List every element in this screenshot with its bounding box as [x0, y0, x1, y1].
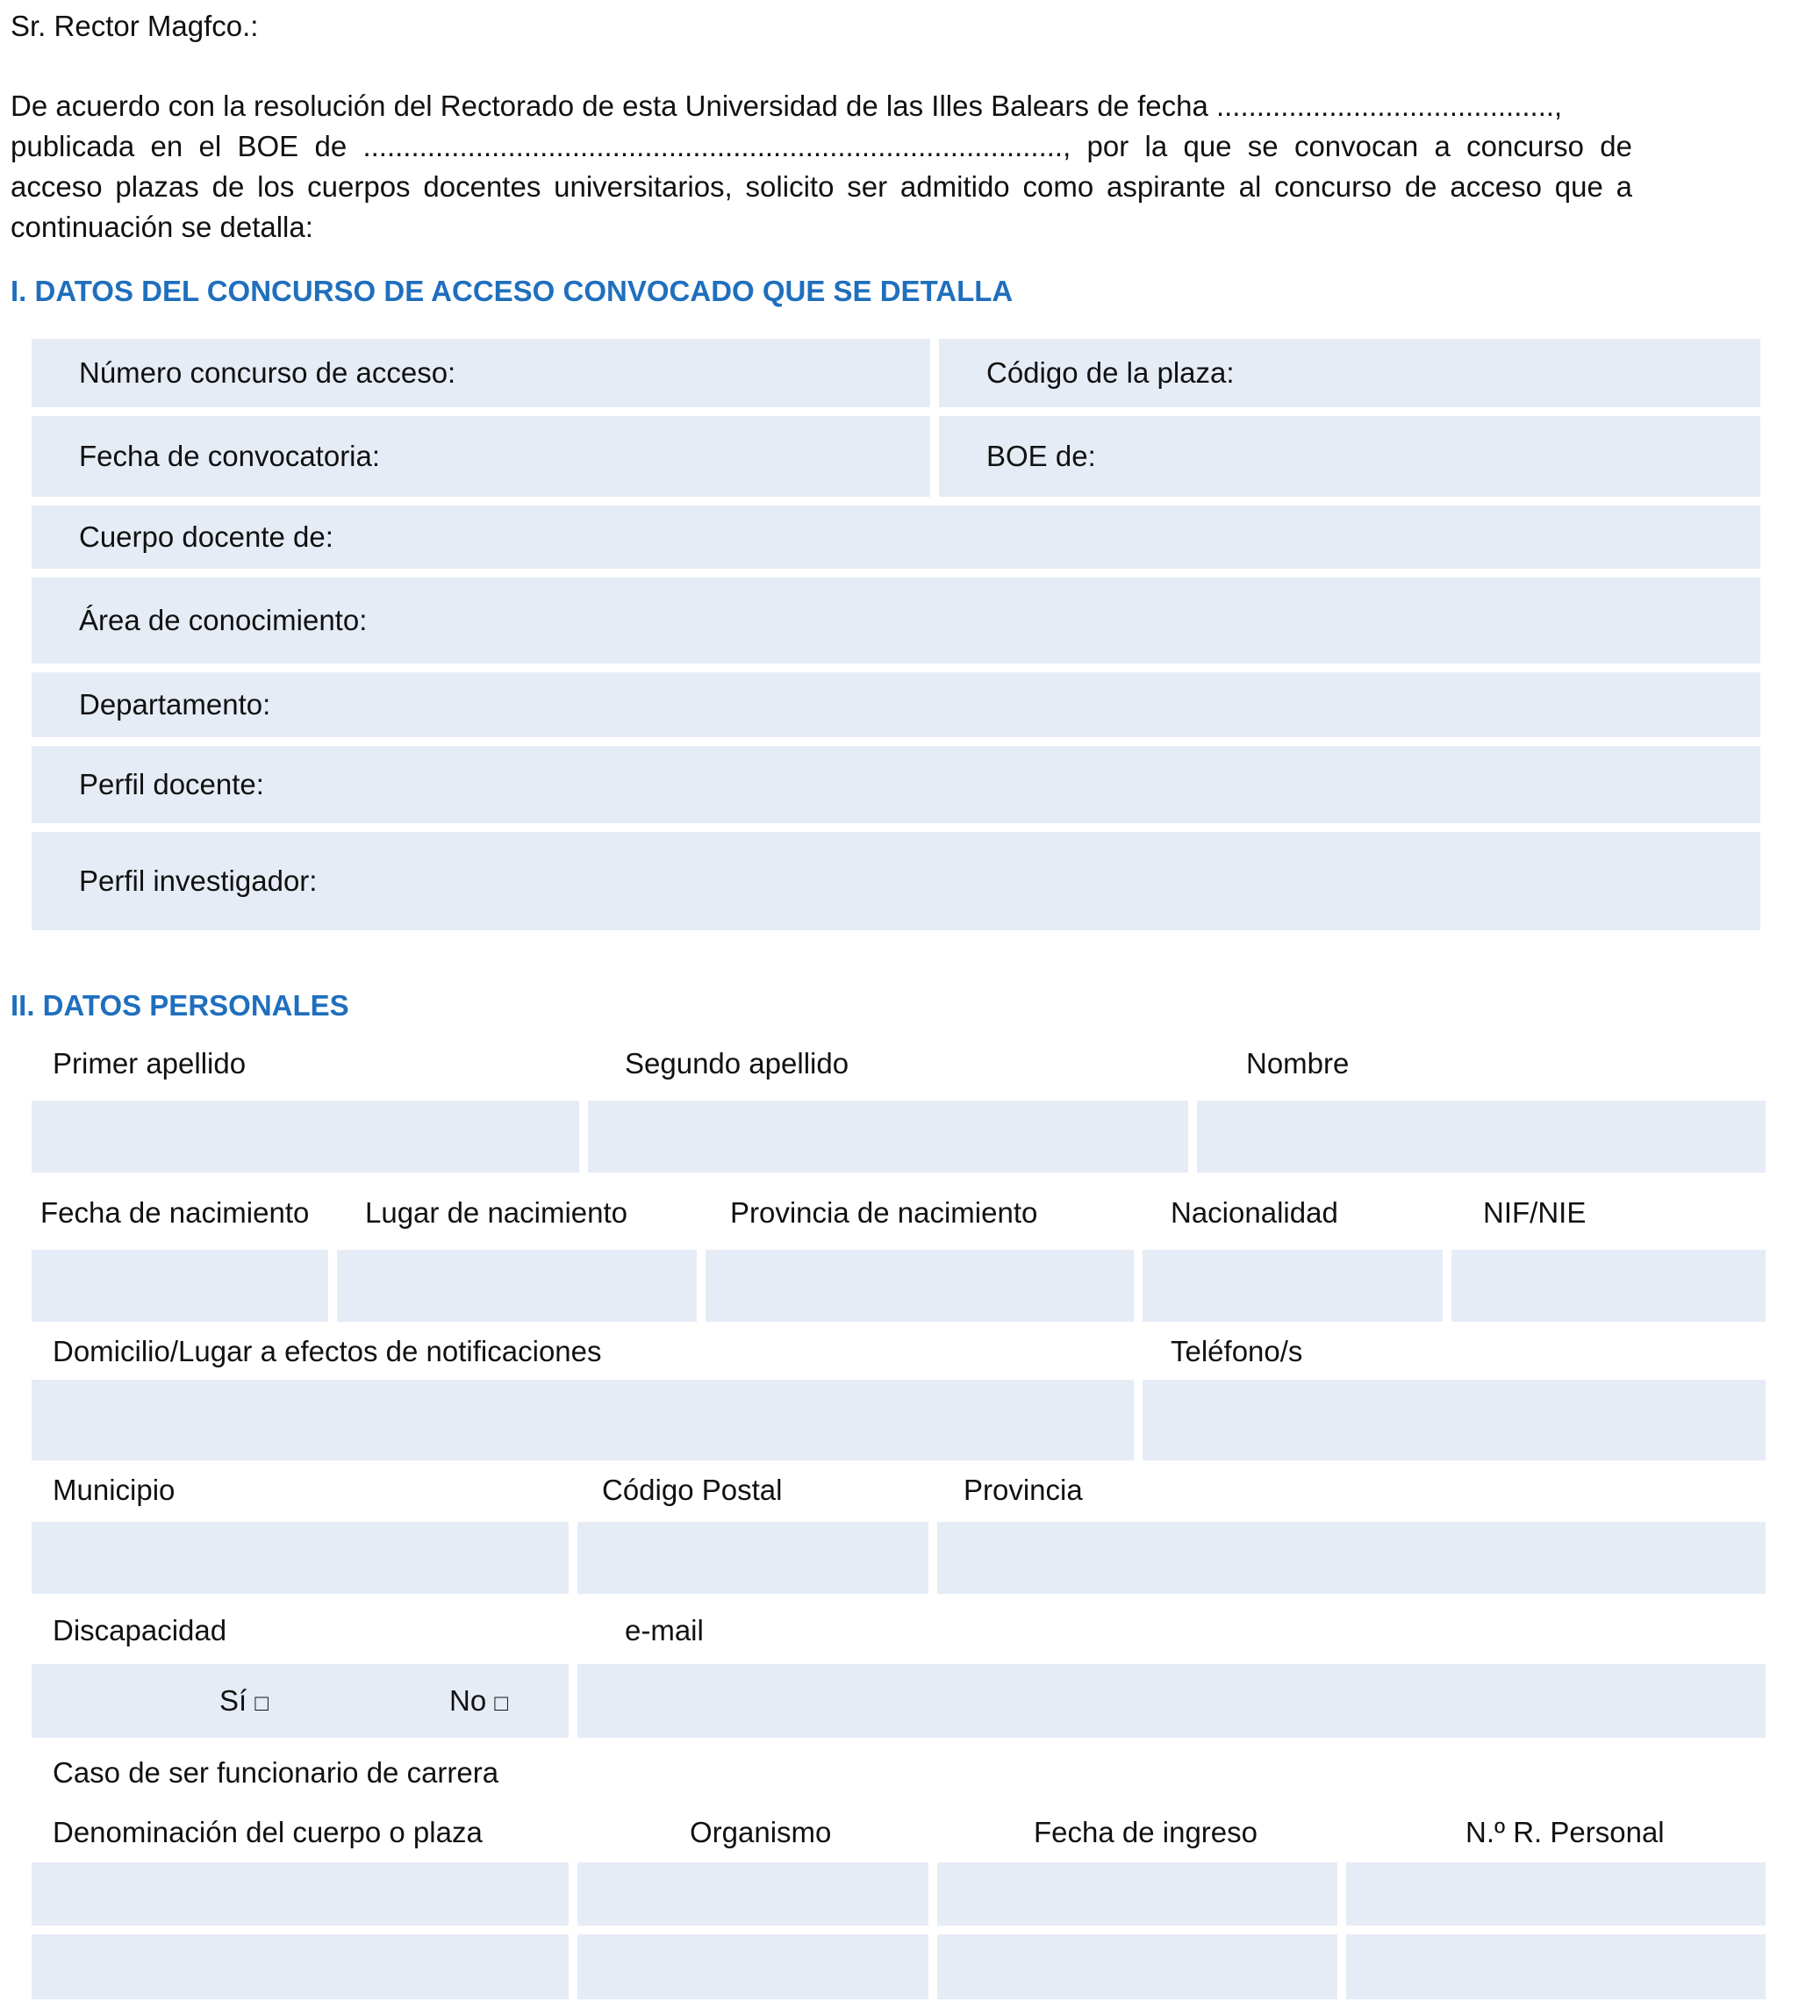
intro-line-3-text: acceso plazas de los cuerpos docentes universitarios, solicito ser admitido como aspirante al concurso de acceso que a: [11, 170, 1632, 203]
si-checkbox-icon[interactable]: □: [254, 1690, 269, 1716]
boe-field[interactable]: [939, 416, 1760, 497]
intro-line-4: continuación se detalla:: [11, 211, 313, 243]
domicilio-label: Domicilio/Lugar a efectos de notificaciones: [53, 1335, 602, 1367]
organismo-label: Organismo: [690, 1816, 832, 1848]
municipio-input[interactable]: [32, 1522, 569, 1594]
cuerpo-docente-label: Cuerpo docente de:: [79, 520, 333, 553]
telefono-label: Teléfono/s: [1171, 1335, 1303, 1367]
discapacidad-box: [32, 1664, 569, 1738]
codigo-postal-label: Código Postal: [602, 1474, 783, 1506]
no-label: No: [449, 1684, 487, 1717]
email-label: e-mail: [625, 1614, 704, 1647]
denominacion-input-1[interactable]: [32, 1862, 569, 1926]
funcionario-label: Caso de ser funcionario de carrera: [53, 1756, 499, 1789]
fecha-nacimiento-input[interactable]: [32, 1250, 328, 1322]
salutation: Sr. Rector Magfco.:: [11, 10, 259, 42]
nif-label: NIF/NIE: [1483, 1196, 1587, 1229]
departamento-field[interactable]: [32, 672, 1760, 737]
fecha-convocatoria-field[interactable]: [32, 416, 930, 497]
discapacidad-no-option[interactable]: [449, 1683, 508, 1720]
municipio-label: Municipio: [53, 1474, 176, 1506]
lugar-nacimiento-input[interactable]: [337, 1250, 697, 1322]
perfil-docente-label: Perfil docente:: [79, 768, 264, 800]
numero-concurso-field[interactable]: [32, 339, 930, 407]
numero-concurso-label: Número concurso de acceso:: [79, 356, 456, 389]
segundo-apellido-label: Segundo apellido: [625, 1047, 849, 1080]
nrp-input-2[interactable]: [1346, 1934, 1766, 1999]
denominacion-label: Denominación del cuerpo o plaza: [53, 1816, 483, 1848]
primer-apellido-input[interactable]: [32, 1101, 579, 1173]
provincia-nacimiento-input[interactable]: [706, 1250, 1134, 1322]
discapacidad-label: Discapacidad: [53, 1614, 227, 1647]
nacionalidad-input[interactable]: [1143, 1250, 1443, 1322]
boe-label: BOE de:: [986, 440, 1096, 472]
discapacidad-si-option[interactable]: [219, 1683, 269, 1720]
telefono-input[interactable]: [1143, 1380, 1766, 1460]
section-2-heading: II. DATOS PERSONALES: [11, 989, 349, 1022]
cuerpo-docente-field[interactable]: [32, 506, 1760, 569]
perfil-investigador-label: Perfil investigador:: [79, 865, 318, 897]
intro-line-2-text: publicada en el BOE de ......................................................................................., por la que se convocan a concurso de: [11, 130, 1632, 162]
denominacion-input-2[interactable]: [32, 1934, 569, 1999]
nrp-label: N.º R. Personal: [1465, 1816, 1665, 1848]
fecha-ingreso-input-2[interactable]: [937, 1934, 1337, 1999]
nacionalidad-label: Nacionalidad: [1171, 1196, 1338, 1229]
domicilio-input[interactable]: [32, 1380, 1134, 1460]
area-conocimiento-field[interactable]: [32, 578, 1760, 664]
no-checkbox-icon[interactable]: □: [494, 1690, 509, 1716]
provincia-input[interactable]: [937, 1522, 1766, 1594]
provincia-nacimiento-label: Provincia de nacimiento: [730, 1196, 1038, 1229]
codigo-plaza-field[interactable]: [939, 339, 1760, 407]
intro-line-1: [11, 89, 1632, 124]
fecha-ingreso-label: Fecha de ingreso: [1034, 1816, 1258, 1848]
departamento-label: Departamento:: [79, 688, 271, 721]
perfil-docente-field[interactable]: [32, 746, 1760, 823]
provincia-label: Provincia: [964, 1474, 1083, 1506]
primer-apellido-label: Primer apellido: [53, 1047, 247, 1080]
nrp-input-1[interactable]: [1346, 1862, 1766, 1926]
nombre-input[interactable]: [1197, 1101, 1766, 1173]
area-conocimiento-label: Área de conocimiento:: [79, 604, 368, 636]
nif-input[interactable]: [1451, 1250, 1766, 1322]
nombre-label: Nombre: [1246, 1047, 1350, 1080]
perfil-investigador-field[interactable]: [32, 832, 1760, 930]
si-label: Sí: [219, 1684, 247, 1717]
codigo-postal-input[interactable]: [577, 1522, 928, 1594]
lugar-nacimiento-label: Lugar de nacimiento: [365, 1196, 628, 1229]
organismo-input-2[interactable]: [577, 1934, 928, 1999]
intro-line-3: [11, 169, 1632, 204]
fecha-nacimiento-label: Fecha de nacimiento: [40, 1196, 310, 1229]
segundo-apellido-input[interactable]: [588, 1101, 1188, 1173]
section-1-heading: I. DATOS DEL CONCURSO DE ACCESO CONVOCADO QUE SE DETALLA: [11, 275, 1014, 307]
intro-line-1-text: De acuerdo con la resolución del Rectorado de esta Universidad de las Illes Balears de fecha ..........................................,: [11, 90, 1563, 122]
intro-line-2: [11, 129, 1632, 164]
email-input[interactable]: [577, 1664, 1766, 1738]
organismo-input-1[interactable]: [577, 1862, 928, 1926]
codigo-plaza-label: Código de la plaza:: [986, 356, 1235, 389]
fecha-convocatoria-label: Fecha de convocatoria:: [79, 440, 381, 472]
fecha-ingreso-input-1[interactable]: [937, 1862, 1337, 1926]
